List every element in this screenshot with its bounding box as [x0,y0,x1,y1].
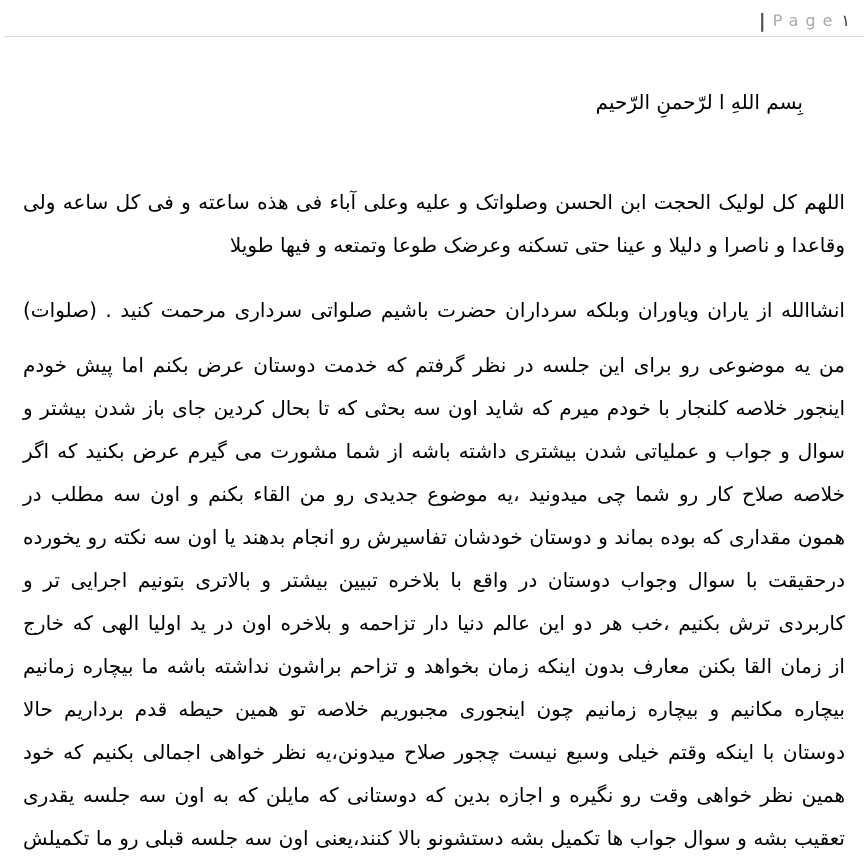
body-line: درحقيقت با سوال وجواب دوستان در واقع با بلاخره تبيين بيشتر و بالاترى بتونيم اجرايى تر و [23,568,845,592]
body-line: خلاصه صلاح كار رو شما چى ميدونيد ،يه موضوع جديدى رو من القاء بكنم و اون سه مطلب در [23,482,845,506]
body-line: اينجور خلاصه كلنجار با خودم ميرم كه شايد اون سه بحثى كه تا بحال كردين جاى باز شدن بيشتر و [23,396,845,420]
dua-line: اللهم كل لوليک الحجت ابن الحسن وصلواتک و عليه وعلى آباء فى هذه ساعته و فى كل ساعه ولى [23,190,845,214]
body-line: كاربردى ترش بكنيم ،خب هر دو اين عالم دنيا دار تزاحمه و بلاخره اون در يد اوليا الهى كه خارج [23,611,845,635]
body-line: تعقيب بشه و سوال جواب ها تكميل بشه دستشونو بالا كنند،يعنى اون سه جلسه قبلى رو ما تكميلش [23,826,845,850]
body-line: دوستان با اينكه وقتم خيلى وسيع نيست چجور صلاح ميدونن،يه نظر خواهى اجمالى بكنيم كه خود [23,740,845,764]
body-line: همين نظر خواهى وقت رو نگيره و اجازه بدين كه دوستانى كه مايلن كه به اون سه جلسه يقدرى [23,783,845,807]
body-line: بيچاره مكانيم و بيچاره زمانيم چون اينجورى مجبوريم خلاصه تو همين حيطه قدم برداريم حالا [23,697,845,721]
bismillah-line: بِسم اللهِ ا لرّحمنِ الرّحيم [595,90,803,114]
body-line: من يه موضوعى رو براى اين جلسه در نظر گرفتم كه خدمت دوستان عرض بكنم اما پيش خودم [23,353,845,377]
page-header [0,0,868,36]
main-paragraph [23,344,845,860]
body-line: همون مقدارى كه بوده بماند و دوستان خودشان تفاسيرش رو انجام بدهند يا اون سه نكته رو يخورده [23,525,845,549]
document-content [0,81,868,860]
dua-paragraph [23,181,845,267]
header-divider [4,36,864,37]
header-separator: | [758,10,766,32]
body-line: سوال و جواب و عملياتى شدن بيشترى داشته باشه از شما مشورت مى گيرم عرض بكنيد كه اگر [23,439,845,463]
header-page-label: Page [772,11,840,30]
header-page-number: ۱ [841,11,850,30]
body-line: از زمان القا بكنن معارف بدون اينكه زمان بخواهد و تزاحم براشون نداشته باشه ما بيچاره زمانيم [23,654,845,678]
dua-line: وقاعدا و ناصرا و دليلا و عينا حتى تسكنه وعرضک طوعا وتمتعه و فيها طويلا [229,233,845,257]
salawat-line: انشاالله از ياران وياوران وبلكه سرداران حضرت باشيم صلواتى سردارى مرحمت كنيد . (صلوات) [23,298,845,322]
